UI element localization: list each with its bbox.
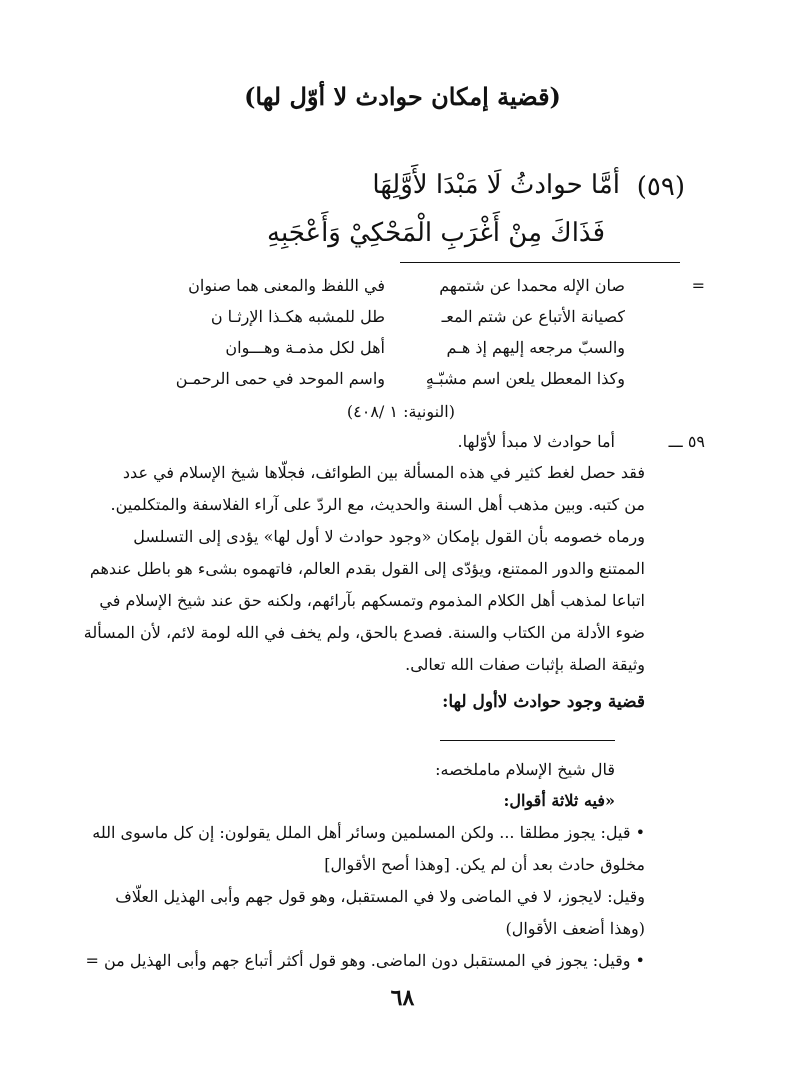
comment-number: ٥٩ ـــ (668, 432, 705, 451)
page-number: ٦٨ (390, 985, 415, 1011)
paragraph-line: ضوء الأدلة من الكتاب والسنة. فصدع بالحق، ولم يخف في الله لومة لائم، لأن المسألة (83, 623, 645, 642)
opinion-line: • وقيل: يجوز في المستقبل دون الماضى. وهو قول أكثر أتباع جهم وأبى الهذيل من = (85, 951, 645, 970)
quote-intro: قال شيخ الإسلام ماملخصه: (435, 760, 615, 779)
poem-right-2: كصيانة الأتباع عن شتم المعـ (441, 307, 625, 326)
paragraph-line: اتباعا لمذهب أهل الكلام المذموم وتمسكهم بآرائهم، ولكنه حق عند شيخ الإسلام في (99, 591, 645, 610)
poem-left-2: طل للمشبه هكـذا الإرثـا ن (210, 307, 385, 326)
paragraph-line: الممتنع والدور الممتنع، ويؤدّى إلى القول بقدم العالم، فاتهموه بشىء هو باطل عندهم (89, 559, 645, 578)
comment-head: أما حوادث لا مبدأ لأوّلها. (457, 432, 615, 451)
poem-left-3: أهل لكل مذمـة وهـــوان (225, 338, 385, 357)
quote-three-opinions: «فيه ثلاثة أقوال: (503, 791, 615, 810)
opinion-line: (وهذا أضعف الأقوال) (505, 919, 645, 938)
poem-source: (النونية: ١ /٤٠٨) (346, 402, 455, 421)
poem-left-1: في اللفظ والمعنى هما صنوان (188, 276, 385, 295)
verse-line-1: أمَّا حوادثُ لَا مَبْدَا لأَوَّلِهَا (372, 170, 620, 200)
poem-right-1: صان الإله محمدا عن شتمهم (439, 276, 625, 295)
section-subheading: قضية وجود حوادث لاأول لها: (442, 692, 645, 712)
page-title: (قضية إمكان حوادث لا أوّل لها) (244, 82, 561, 111)
footnote-divider (400, 262, 680, 263)
opinion-line: • قيل: يجوز مطلقا ... ولكن المسلمين وسائر أهل الملل يقولون: إن كل ماسوى الله (92, 823, 645, 842)
section-divider (440, 740, 615, 741)
paragraph-line: من كتبه. وبين مذهب أهل السنة والحديث، مع الردّ على آراء الفلاسفة والمتكلمين. (110, 495, 645, 514)
verse-number: (٥٩) (636, 172, 685, 202)
poem-right-4: وكذا المعطل يلعن اسم مشبّـهٍ (425, 369, 625, 388)
footnote-mark: = (691, 276, 705, 295)
poem-left-4: واسم الموحد في حمى الرحمـن (175, 369, 385, 388)
opinion-line: مخلوق حادث بعد أن لم يكن. [وهذا أصح الأقوال] (324, 855, 645, 874)
opinion-line: وقيل: لايجوز، لا في الماضى ولا في المستقبل، وهو قول جهم وأبى الهذيل العلّاف (115, 887, 645, 906)
poem-right-3: والسبّ مرجعه إليهم إذ هـم (446, 338, 625, 357)
paragraph-line: ورماه خصومه بأن القول بإمكان «وجود حوادث لا أول لها» يؤدى إلى التسلسل (133, 527, 645, 546)
paragraph-line: وثيقة الصلة بإثبات صفات الله تعالى. (405, 655, 645, 674)
paragraph-line: فقد حصل لغط كثير في هذه المسألة بين الطوائف، فجلّاها شيخ الإسلام في عدد (122, 463, 645, 482)
verse-line-2: فَذَاكَ مِنْ أَغْرَبِ الْمَحْكِيْ وَأَعْجَبِهِ (267, 218, 605, 248)
